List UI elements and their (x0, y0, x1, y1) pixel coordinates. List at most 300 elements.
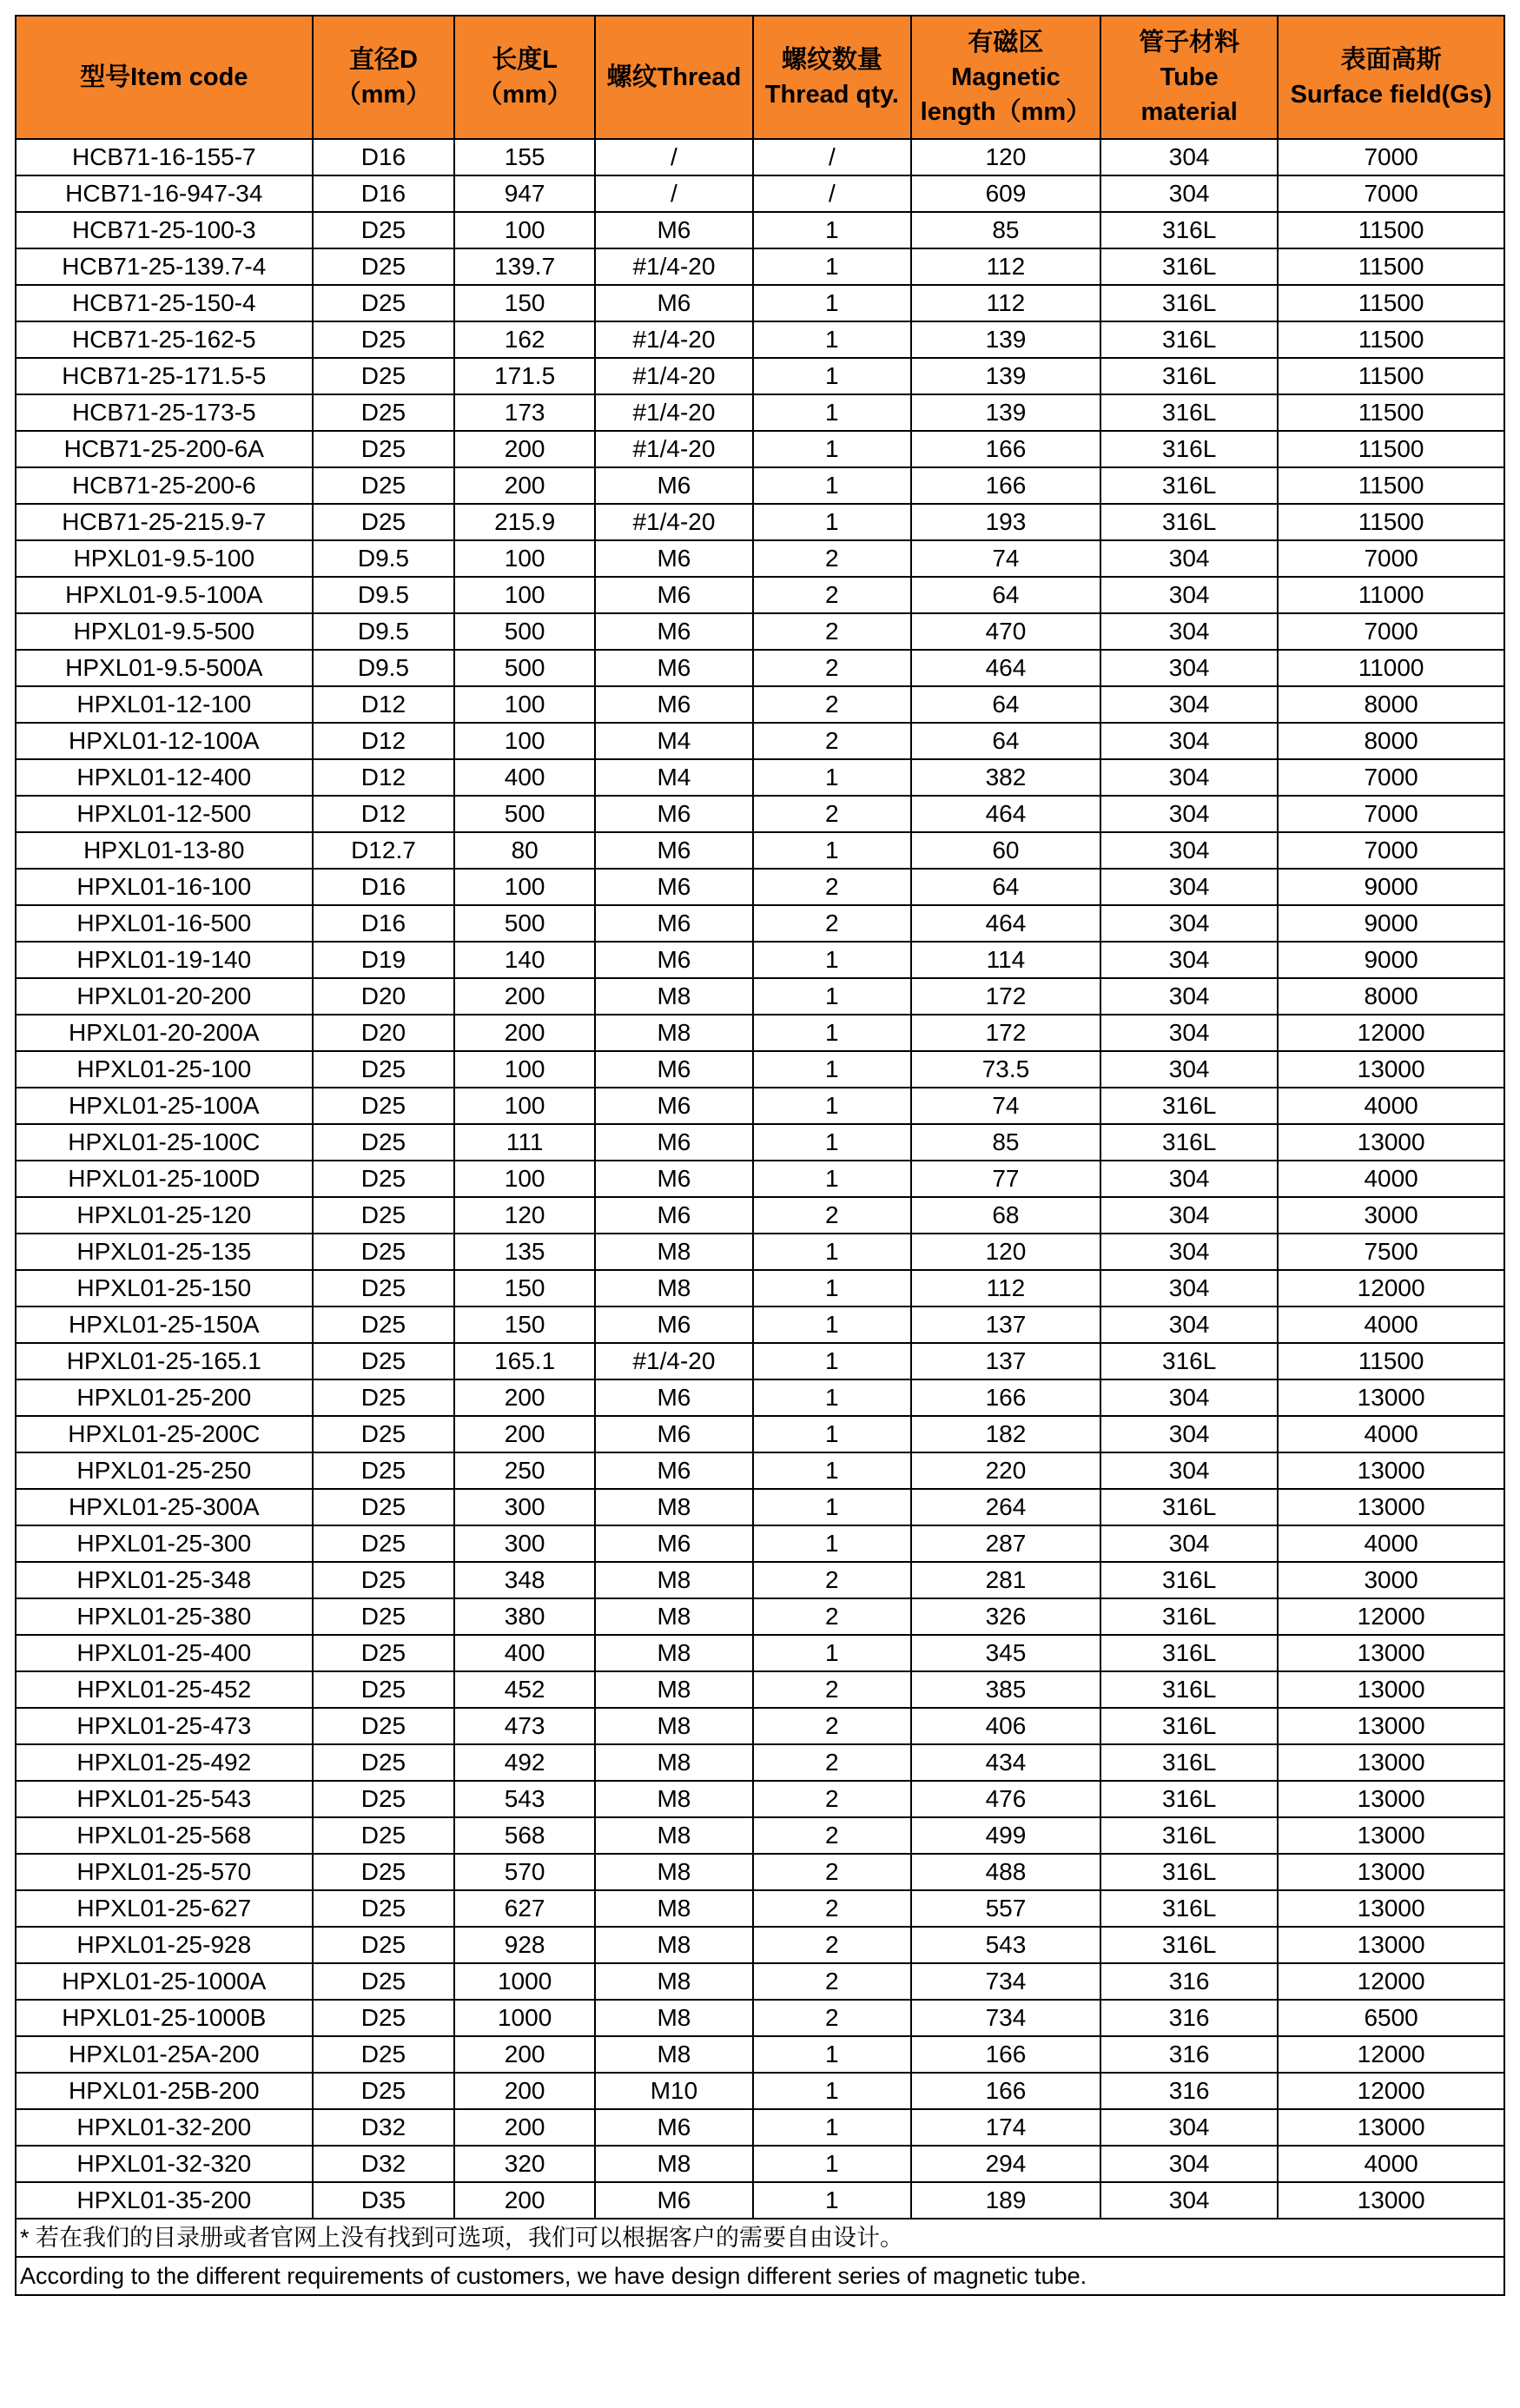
cell-thread: M8 (595, 1817, 753, 1854)
cell-length: 200 (454, 1416, 595, 1452)
table-row (16, 869, 1504, 905)
cell-thread-qty: 2 (753, 2000, 911, 2036)
cell-item-code: HCB71-25-173-5 (16, 394, 313, 431)
cell-surface-field: 4000 (1278, 2146, 1504, 2182)
cell-magnetic-length: 609 (911, 175, 1100, 212)
cell-tube-material: 304 (1100, 869, 1278, 905)
cell-diameter: D25 (313, 1197, 455, 1234)
cell-thread: M8 (595, 2036, 753, 2073)
cell-diameter: D25 (313, 285, 455, 321)
cell-surface-field: 13000 (1278, 1051, 1504, 1088)
table-row (16, 2109, 1504, 2146)
cell-tube-material: 304 (1100, 175, 1278, 212)
table-row (16, 577, 1504, 613)
cell-magnetic-length: 434 (911, 1744, 1100, 1781)
cell-surface-field: 13000 (1278, 1781, 1504, 1817)
cell-diameter: D12 (313, 686, 455, 723)
cell-tube-material: 316L (1100, 1088, 1278, 1124)
table-row (16, 832, 1504, 869)
cell-item-code: HPXL01-25-200C (16, 1416, 313, 1452)
cell-thread-qty: 1 (753, 431, 911, 467)
cell-tube-material: 304 (1100, 1197, 1278, 1234)
cell-surface-field: 7000 (1278, 613, 1504, 650)
cell-item-code: HCB71-16-155-7 (16, 139, 313, 175)
cell-magnetic-length: 85 (911, 212, 1100, 248)
cell-length: 200 (454, 1015, 595, 1051)
cell-tube-material: 316L (1100, 1927, 1278, 1963)
table-row (16, 1781, 1504, 1817)
cell-tube-material: 304 (1100, 1234, 1278, 1270)
cell-length: 200 (454, 1379, 595, 1416)
cell-surface-field: 13000 (1278, 1854, 1504, 1890)
cell-thread: M8 (595, 978, 753, 1015)
cell-thread: M6 (595, 1051, 753, 1088)
cell-tube-material: 304 (1100, 1015, 1278, 1051)
cell-item-code: HPXL01-12-400 (16, 759, 313, 796)
cell-item-code: HPXL01-25-452 (16, 1671, 313, 1708)
cell-item-code: HPXL01-25-100C (16, 1124, 313, 1161)
cell-diameter: D25 (313, 321, 455, 358)
cell-thread-qty: 1 (753, 321, 911, 358)
cell-tube-material: 316L (1100, 1744, 1278, 1781)
cell-thread-qty: 2 (753, 1854, 911, 1890)
cell-surface-field: 11500 (1278, 504, 1504, 540)
cell-magnetic-length: 281 (911, 1562, 1100, 1598)
cell-diameter: D25 (313, 1562, 455, 1598)
cell-tube-material: 316L (1100, 467, 1278, 504)
cell-diameter: D25 (313, 358, 455, 394)
cell-surface-field: 7000 (1278, 759, 1504, 796)
cell-thread: M6 (595, 1088, 753, 1124)
cell-surface-field: 12000 (1278, 1963, 1504, 2000)
cell-item-code: HPXL01-25-473 (16, 1708, 313, 1744)
cell-thread: M6 (595, 686, 753, 723)
cell-diameter: D25 (313, 1671, 455, 1708)
cell-magnetic-length: 64 (911, 723, 1100, 759)
cell-thread: M6 (595, 467, 753, 504)
cell-thread-qty: / (753, 139, 911, 175)
cell-length: 173 (454, 394, 595, 431)
table-row (16, 1051, 1504, 1088)
header-line: Magnetic (951, 63, 1061, 91)
table-row (16, 467, 1504, 504)
header-line: 长度L (492, 46, 558, 74)
cell-thread-qty: 1 (753, 2146, 911, 2182)
cell-surface-field: 8000 (1278, 978, 1504, 1015)
cell-tube-material: 304 (1100, 613, 1278, 650)
cell-tube-material: 304 (1100, 686, 1278, 723)
table-row (16, 1890, 1504, 1927)
cell-magnetic-length: 166 (911, 431, 1100, 467)
cell-magnetic-length: 68 (911, 1197, 1100, 1234)
cell-thread-qty: 2 (753, 1927, 911, 1963)
cell-item-code: HPXL01-25-165.1 (16, 1343, 313, 1379)
header-line: Thread qty. (764, 81, 899, 109)
cell-diameter: D25 (313, 1307, 455, 1343)
cell-item-code: HPXL01-9.5-500 (16, 613, 313, 650)
cell-surface-field: 13000 (1278, 1744, 1504, 1781)
cell-length: 250 (454, 1452, 595, 1489)
cell-thread: M8 (595, 1270, 753, 1307)
cell-length: 1000 (454, 1963, 595, 2000)
table-row (16, 248, 1504, 285)
cell-diameter: D25 (313, 1416, 455, 1452)
cell-item-code: HCB71-25-100-3 (16, 212, 313, 248)
cell-tube-material: 304 (1100, 139, 1278, 175)
table-row (16, 504, 1504, 540)
cell-thread-qty: 1 (753, 1379, 911, 1416)
cell-thread-qty: 1 (753, 978, 911, 1015)
cell-surface-field: 7000 (1278, 175, 1504, 212)
cell-length: 947 (454, 175, 595, 212)
table-row (16, 1562, 1504, 1598)
cell-thread: M6 (595, 1197, 753, 1234)
header-line: 管子材料 (1139, 29, 1240, 56)
cell-tube-material: 304 (1100, 1307, 1278, 1343)
cell-tube-material: 316L (1100, 394, 1278, 431)
cell-surface-field: 4000 (1278, 1161, 1504, 1197)
cell-thread: M4 (595, 759, 753, 796)
cell-length: 100 (454, 212, 595, 248)
cell-item-code: HPXL01-9.5-500A (16, 650, 313, 686)
cell-length: 348 (454, 1562, 595, 1598)
cell-length: 165.1 (454, 1343, 595, 1379)
cell-thread-qty: 2 (753, 1598, 911, 1635)
cell-length: 150 (454, 1270, 595, 1307)
cell-item-code: HCB71-25-150-4 (16, 285, 313, 321)
cell-tube-material: 316 (1100, 2073, 1278, 2109)
cell-length: 100 (454, 1088, 595, 1124)
cell-item-code: HPXL01-25-928 (16, 1927, 313, 1963)
table-row (16, 2036, 1504, 2073)
cell-surface-field: 13000 (1278, 1379, 1504, 1416)
cell-magnetic-length: 172 (911, 1015, 1100, 1051)
cell-item-code: HPXL01-25A-200 (16, 2036, 313, 2073)
cell-thread: M8 (595, 1598, 753, 1635)
cell-thread-qty: 1 (753, 1307, 911, 1343)
cell-diameter: D32 (313, 2146, 455, 2182)
cell-diameter: D16 (313, 139, 455, 175)
cell-length: 400 (454, 1635, 595, 1671)
cell-diameter: D25 (313, 1635, 455, 1671)
cell-tube-material: 316L (1100, 504, 1278, 540)
cell-thread-qty: / (753, 175, 911, 212)
cell-tube-material: 316L (1100, 321, 1278, 358)
cell-thread-qty: 1 (753, 358, 911, 394)
cell-thread: M8 (595, 1744, 753, 1781)
cell-item-code: HPXL01-25-1000A (16, 1963, 313, 2000)
cell-thread-qty: 2 (753, 905, 911, 942)
cell-magnetic-length: 114 (911, 942, 1100, 978)
cell-surface-field: 7000 (1278, 540, 1504, 577)
cell-length: 452 (454, 1671, 595, 1708)
cell-surface-field: 8000 (1278, 723, 1504, 759)
cell-tube-material: 316L (1100, 1671, 1278, 1708)
cell-thread-qty: 1 (753, 285, 911, 321)
cell-thread-qty: 1 (753, 504, 911, 540)
cell-item-code: HPXL01-25-300A (16, 1489, 313, 1525)
cell-thread: M6 (595, 1525, 753, 1562)
cell-thread: M6 (595, 577, 753, 613)
cell-length: 139.7 (454, 248, 595, 285)
header-diameter (313, 16, 455, 139)
cell-surface-field: 11500 (1278, 212, 1504, 248)
cell-surface-field: 3000 (1278, 1197, 1504, 1234)
header-magnetic-length (911, 16, 1100, 139)
table-row (16, 1927, 1504, 1963)
cell-thread: M6 (595, 905, 753, 942)
cell-diameter: D25 (313, 2000, 455, 2036)
cell-surface-field: 8000 (1278, 686, 1504, 723)
table-row (16, 796, 1504, 832)
cell-thread: M6 (595, 540, 753, 577)
cell-magnetic-length: 734 (911, 1963, 1100, 2000)
cell-surface-field: 12000 (1278, 2073, 1504, 2109)
cell-magnetic-length: 470 (911, 613, 1100, 650)
cell-thread-qty: 2 (753, 1562, 911, 1598)
cell-thread-qty: 1 (753, 1161, 911, 1197)
table-row (16, 1197, 1504, 1234)
cell-diameter: D19 (313, 942, 455, 978)
cell-length: 200 (454, 2182, 595, 2219)
cell-diameter: D25 (313, 1343, 455, 1379)
cell-length: 80 (454, 832, 595, 869)
cell-thread-qty: 1 (753, 942, 911, 978)
table-row (16, 2182, 1504, 2219)
cell-tube-material: 304 (1100, 540, 1278, 577)
cell-magnetic-length: 60 (911, 832, 1100, 869)
cell-magnetic-length: 77 (911, 1161, 1100, 1197)
cell-magnetic-length: 120 (911, 1234, 1100, 1270)
cell-tube-material: 316L (1100, 212, 1278, 248)
cell-surface-field: 13000 (1278, 1927, 1504, 1963)
cell-surface-field: 12000 (1278, 1270, 1504, 1307)
cell-thread: M8 (595, 1890, 753, 1927)
cell-length: 200 (454, 2109, 595, 2146)
cell-length: 100 (454, 723, 595, 759)
cell-diameter: D20 (313, 1015, 455, 1051)
cell-surface-field: 13000 (1278, 2182, 1504, 2219)
header-line: length（mm） (920, 98, 1092, 126)
header-line: 型号Item code (80, 63, 248, 91)
cell-thread: #1/4-20 (595, 431, 753, 467)
cell-diameter: D12.7 (313, 832, 455, 869)
cell-surface-field: 9000 (1278, 905, 1504, 942)
cell-item-code: HPXL01-25-380 (16, 1598, 313, 1635)
cell-surface-field: 13000 (1278, 2109, 1504, 2146)
cell-tube-material: 316 (1100, 1963, 1278, 2000)
table-row (16, 1088, 1504, 1124)
table-row (16, 1744, 1504, 1781)
spec-sheet (15, 15, 1505, 2296)
header-thread (595, 16, 753, 139)
cell-item-code: HPXL01-32-200 (16, 2109, 313, 2146)
cell-magnetic-length: 557 (911, 1890, 1100, 1927)
table-row (16, 321, 1504, 358)
cell-diameter: D25 (313, 1452, 455, 1489)
cell-tube-material: 316L (1100, 1598, 1278, 1635)
cell-magnetic-length: 73.5 (911, 1051, 1100, 1088)
header-line: 表面高斯 (1340, 46, 1442, 74)
cell-thread: M8 (595, 1708, 753, 1744)
header-line: 有磁区 (968, 29, 1044, 56)
cell-item-code: HPXL01-25-570 (16, 1854, 313, 1890)
cell-length: 300 (454, 1489, 595, 1525)
cell-magnetic-length: 139 (911, 321, 1100, 358)
table-body (16, 139, 1504, 2219)
cell-surface-field: 9000 (1278, 869, 1504, 905)
cell-length: 500 (454, 796, 595, 832)
cell-length: 111 (454, 1124, 595, 1161)
cell-surface-field: 12000 (1278, 2036, 1504, 2073)
cell-magnetic-length: 64 (911, 686, 1100, 723)
cell-diameter: D32 (313, 2109, 455, 2146)
cell-diameter: D25 (313, 212, 455, 248)
cell-thread: M8 (595, 1963, 753, 2000)
cell-thread-qty: 1 (753, 1525, 911, 1562)
cell-thread-qty: 2 (753, 1671, 911, 1708)
cell-magnetic-length: 139 (911, 394, 1100, 431)
cell-magnetic-length: 85 (911, 1124, 1100, 1161)
header-line: Tube (1160, 63, 1219, 91)
cell-thread: M6 (595, 1124, 753, 1161)
cell-magnetic-length: 464 (911, 650, 1100, 686)
cell-tube-material: 304 (1100, 1525, 1278, 1562)
cell-surface-field: 4000 (1278, 1088, 1504, 1124)
cell-surface-field: 13000 (1278, 1124, 1504, 1161)
cell-diameter: D9.5 (313, 577, 455, 613)
cell-length: 171.5 (454, 358, 595, 394)
cell-length: 100 (454, 869, 595, 905)
cell-thread-qty: 1 (753, 1452, 911, 1489)
cell-surface-field: 12000 (1278, 1015, 1504, 1051)
cell-magnetic-length: 174 (911, 2109, 1100, 2146)
cell-thread-qty: 2 (753, 577, 911, 613)
cell-diameter: D25 (313, 1817, 455, 1854)
cell-thread: M8 (595, 1781, 753, 1817)
cell-surface-field: 4000 (1278, 1525, 1504, 1562)
cell-tube-material: 304 (1100, 942, 1278, 978)
cell-magnetic-length: 189 (911, 2182, 1100, 2219)
cell-item-code: HPXL01-12-100 (16, 686, 313, 723)
cell-item-code: HPXL01-20-200 (16, 978, 313, 1015)
cell-item-code: HCB71-25-215.9-7 (16, 504, 313, 540)
cell-thread-qty: 1 (753, 1015, 911, 1051)
cell-item-code: HPXL01-25-250 (16, 1452, 313, 1489)
cell-item-code: HPXL01-25-100D (16, 1161, 313, 1197)
cell-diameter: D25 (313, 248, 455, 285)
cell-thread: M6 (595, 1416, 753, 1452)
cell-thread: M8 (595, 1562, 753, 1598)
footnote-english: According to the different requirements of customers, we have design different series of magnetic tube. (17, 2256, 1503, 2294)
cell-surface-field: 11000 (1278, 577, 1504, 613)
header-line: （mm） (477, 81, 572, 109)
cell-tube-material: 304 (1100, 1161, 1278, 1197)
cell-magnetic-length: 74 (911, 1088, 1100, 1124)
header-line: 螺纹数量 (781, 46, 882, 74)
cell-thread-qty: 1 (753, 1343, 911, 1379)
cell-magnetic-length: 287 (911, 1525, 1100, 1562)
cell-length: 100 (454, 577, 595, 613)
header-surface-field (1278, 16, 1504, 139)
cell-diameter: D25 (313, 2036, 455, 2073)
cell-magnetic-length: 74 (911, 540, 1100, 577)
cell-length: 120 (454, 1197, 595, 1234)
cell-thread: M8 (595, 2146, 753, 2182)
cell-magnetic-length: 172 (911, 978, 1100, 1015)
cell-tube-material: 304 (1100, 978, 1278, 1015)
table-row (16, 1416, 1504, 1452)
cell-thread-qty: 1 (753, 2182, 911, 2219)
header-line: （mm） (335, 81, 432, 109)
cell-thread: M6 (595, 285, 753, 321)
cell-magnetic-length: 543 (911, 1927, 1100, 1963)
cell-magnetic-length: 112 (911, 285, 1100, 321)
cell-thread: #1/4-20 (595, 248, 753, 285)
cell-length: 300 (454, 1525, 595, 1562)
cell-diameter: D12 (313, 723, 455, 759)
header-thread-qty (753, 16, 911, 139)
table-row (16, 942, 1504, 978)
cell-diameter: D25 (313, 1124, 455, 1161)
cell-surface-field: 7000 (1278, 796, 1504, 832)
cell-tube-material: 316L (1100, 1562, 1278, 1598)
cell-diameter: D16 (313, 175, 455, 212)
cell-length: 543 (454, 1781, 595, 1817)
cell-diameter: D12 (313, 796, 455, 832)
table-row (16, 285, 1504, 321)
cell-thread: M4 (595, 723, 753, 759)
cell-surface-field: 3000 (1278, 1562, 1504, 1598)
cell-thread: M8 (595, 2000, 753, 2036)
cell-item-code: HPXL01-25-200 (16, 1379, 313, 1416)
cell-item-code: HCB71-16-947-34 (16, 175, 313, 212)
cell-magnetic-length: 182 (911, 1416, 1100, 1452)
cell-diameter: D9.5 (313, 540, 455, 577)
cell-magnetic-length: 112 (911, 1270, 1100, 1307)
cell-surface-field: 11500 (1278, 285, 1504, 321)
cell-magnetic-length: 193 (911, 504, 1100, 540)
magnetic-tube-table (15, 15, 1505, 2219)
cell-magnetic-length: 476 (911, 1781, 1100, 1817)
cell-thread-qty: 1 (753, 832, 911, 869)
table-row (16, 759, 1504, 796)
cell-item-code: HPXL01-25-568 (16, 1817, 313, 1854)
cell-item-code: HPXL01-25-348 (16, 1562, 313, 1598)
cell-item-code: HPXL01-25-100A (16, 1088, 313, 1124)
cell-surface-field: 13000 (1278, 1489, 1504, 1525)
cell-length: 135 (454, 1234, 595, 1270)
cell-item-code: HPXL01-25-150A (16, 1307, 313, 1343)
cell-length: 200 (454, 2073, 595, 2109)
cell-magnetic-length: 137 (911, 1343, 1100, 1379)
cell-tube-material: 304 (1100, 1416, 1278, 1452)
cell-tube-material: 304 (1100, 723, 1278, 759)
table-row (16, 1270, 1504, 1307)
table-row (16, 1708, 1504, 1744)
cell-length: 162 (454, 321, 595, 358)
cell-magnetic-length: 294 (911, 2146, 1100, 2182)
table-row (16, 175, 1504, 212)
cell-thread: M8 (595, 1671, 753, 1708)
cell-thread-qty: 2 (753, 1817, 911, 1854)
cell-length: 380 (454, 1598, 595, 1635)
cell-magnetic-length: 112 (911, 248, 1100, 285)
cell-surface-field: 13000 (1278, 1708, 1504, 1744)
cell-thread: #1/4-20 (595, 1343, 753, 1379)
cell-thread-qty: 2 (753, 613, 911, 650)
cell-tube-material: 304 (1100, 832, 1278, 869)
